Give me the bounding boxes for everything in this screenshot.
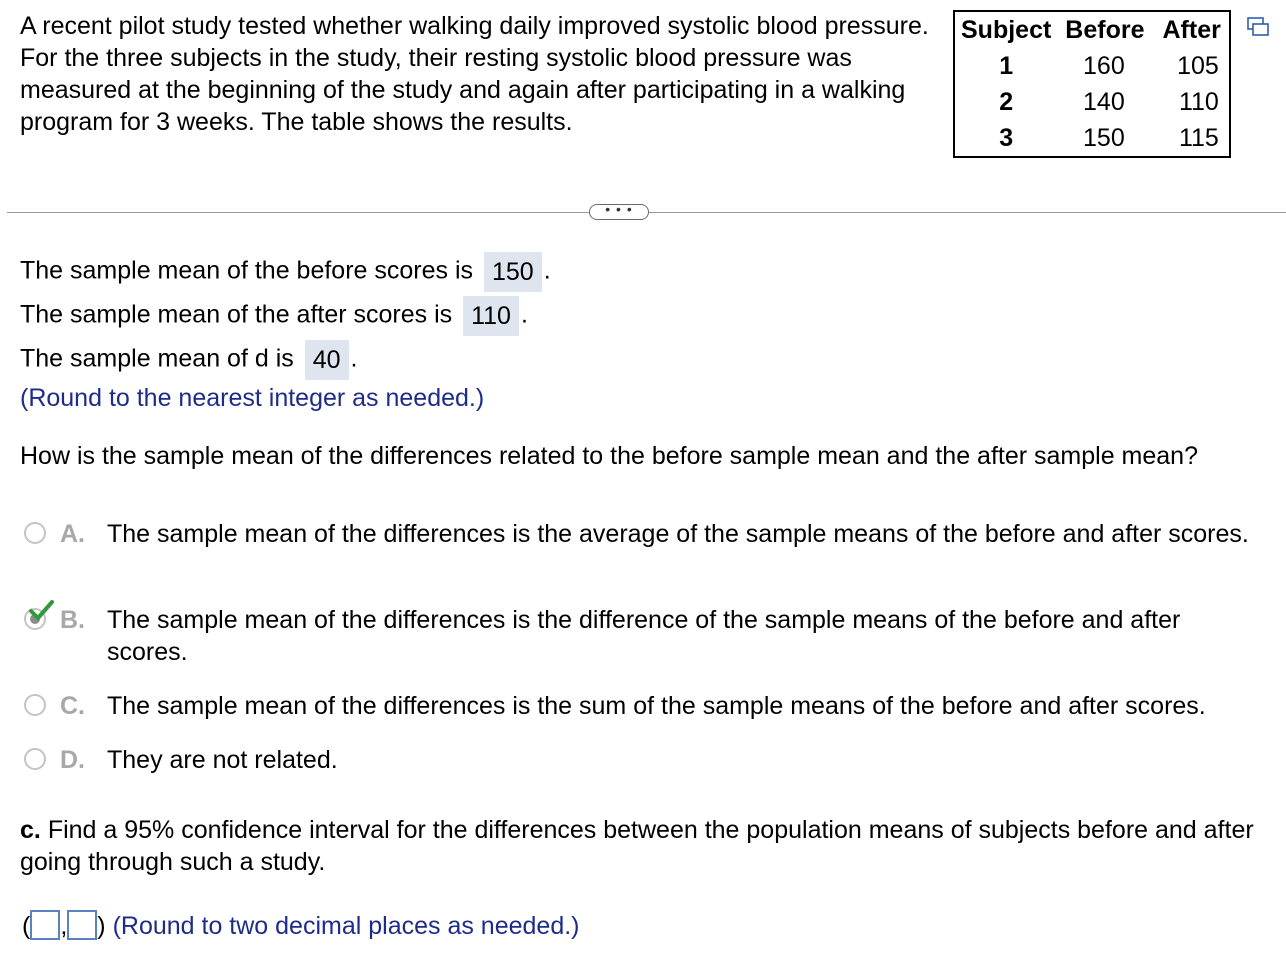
period: .	[350, 344, 358, 373]
option-b-text: The sample mean of the differences is the difference of the sample means of the before and after scores.	[107, 606, 1181, 666]
open-paren: (	[22, 912, 31, 940]
option-d-letter: D.	[60, 746, 85, 774]
ci-lower-input[interactable]	[30, 910, 60, 940]
option-d[interactable]	[24, 744, 1264, 778]
comma: ,	[60, 912, 68, 940]
after-mean-answer[interactable]: 110	[463, 296, 519, 336]
table-row	[954, 48, 1230, 84]
part-c-text: Find a 95% confidence interval for the differences between the population means of subjects before and after going through such a study.	[20, 816, 1254, 876]
before-mean-label: The sample mean of the before scores is	[20, 256, 474, 285]
header-before: Before	[1065, 16, 1145, 44]
data-table	[953, 10, 1231, 158]
checkmark-icon	[28, 600, 54, 622]
option-a-text: The sample mean of the differences is the average of the sample means of the before and after scores.	[107, 520, 1249, 548]
cell-before: 140	[1083, 88, 1125, 116]
ci-upper-input[interactable]	[67, 910, 97, 940]
confidence-interval-answer	[22, 908, 580, 944]
cell-after: 110	[1178, 88, 1219, 116]
close-paren: )	[97, 912, 106, 940]
ci-round-hint: (Round to two decimal places as needed.)	[112, 912, 580, 940]
question-text: How is the sample mean of the differences related to the before sample mean and the after sample mean?	[20, 442, 1198, 470]
radio-d[interactable]	[24, 748, 46, 770]
popout-icon[interactable]	[1247, 17, 1269, 37]
after-mean-line	[20, 296, 528, 336]
period: .	[543, 256, 551, 285]
d-mean-line	[20, 340, 357, 380]
cell-subject: 2	[999, 88, 1014, 116]
before-mean-answer[interactable]: 150	[484, 252, 542, 292]
after-mean-label: The sample mean of the after scores is	[20, 300, 453, 329]
cell-after: 105	[1177, 52, 1219, 80]
cell-subject: 1	[999, 52, 1014, 80]
option-b-letter: B.	[60, 606, 85, 634]
option-d-text: They are not related.	[107, 746, 338, 774]
option-a[interactable]	[24, 518, 1264, 584]
table-row	[954, 84, 1230, 120]
d-mean-answer[interactable]: 40	[305, 340, 349, 380]
option-c-letter: C.	[60, 692, 85, 720]
period: .	[520, 300, 528, 329]
option-a-letter: A.	[60, 520, 85, 548]
cell-before: 160	[1083, 52, 1125, 80]
table-header-row	[954, 11, 1230, 48]
part-c-question	[20, 814, 1260, 878]
part-c-label: c.	[20, 816, 41, 844]
round-hint: (Round to the nearest integer as needed.)	[20, 384, 485, 412]
intro-text: A recent pilot study tested whether walking daily improved systolic blood pressure. For the three subjects in the study, their resting systolic blood pressure was measured at the beginning of the study and again after participating in a walking program for 3 weeks. The table shows the results.	[20, 12, 929, 136]
option-c[interactable]	[24, 690, 1264, 724]
radio-a[interactable]	[24, 522, 46, 544]
before-mean-line	[20, 252, 551, 292]
cell-before: 150	[1083, 124, 1125, 152]
table-row	[954, 120, 1230, 157]
d-mean-label: The sample mean of d is	[20, 344, 294, 373]
cell-after: 115	[1178, 124, 1219, 152]
radio-c[interactable]	[24, 694, 46, 716]
option-b[interactable]	[24, 604, 1264, 670]
header-subject: Subject	[961, 16, 1052, 44]
expand-more-button[interactable]: • • •	[589, 204, 649, 220]
header-after: After	[1162, 16, 1221, 44]
cell-subject: 3	[999, 124, 1014, 152]
option-c-text: The sample mean of the differences is the sum of the sample means of the before and after scores.	[107, 692, 1206, 720]
